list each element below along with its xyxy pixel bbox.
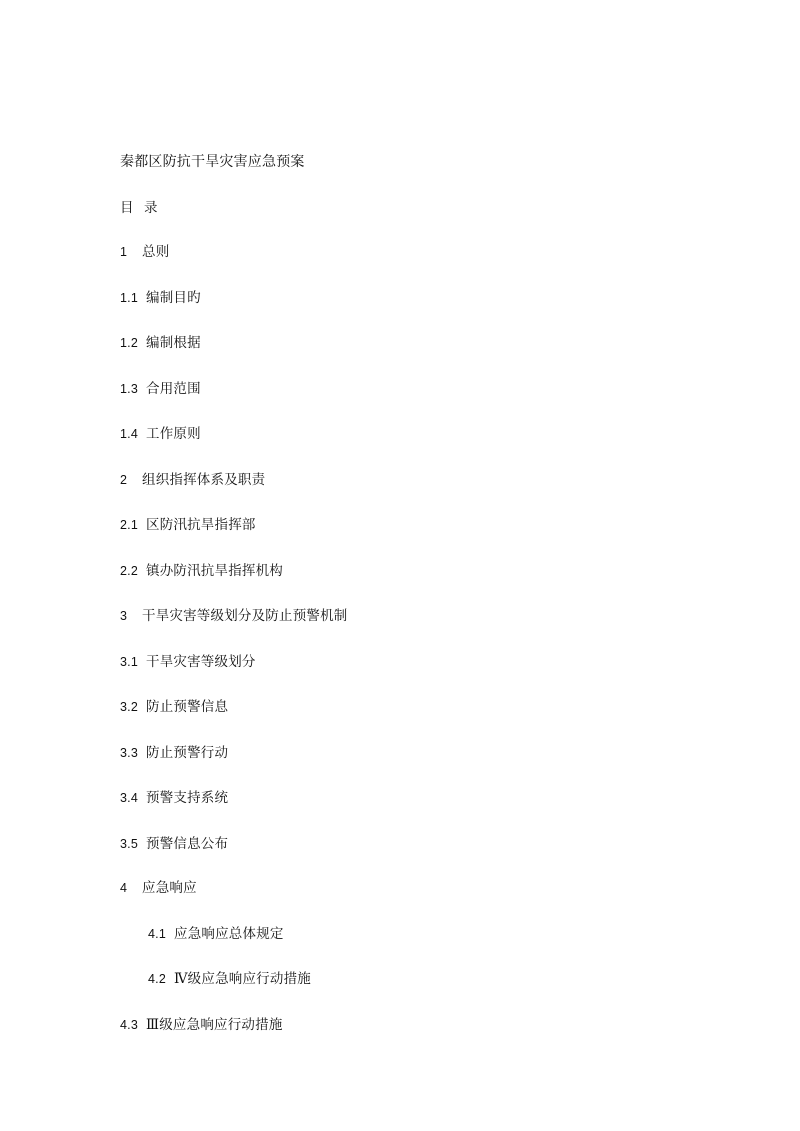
toc-entry-3-4 xyxy=(120,786,228,810)
toc-entry-number: 1.3 xyxy=(120,382,138,396)
toc-entry-text: 应急响应 xyxy=(142,880,197,896)
toc-entry-1-1 xyxy=(120,286,201,310)
toc-entry-2-2 xyxy=(120,559,283,583)
toc-entry-text: 干旱灾害等级划分及防止预警机制 xyxy=(142,608,348,624)
toc-entry-number: 2 xyxy=(120,473,128,487)
toc-entry-text: 预警支持系统 xyxy=(146,790,229,806)
toc-entry-number: 1.1 xyxy=(120,291,138,305)
toc-entry-1-4 xyxy=(120,422,201,446)
toc-entry-3-1 xyxy=(120,650,256,674)
toc-entry-1-2 xyxy=(120,331,201,355)
toc-entry-3-3 xyxy=(120,741,228,765)
toc-heading xyxy=(120,196,158,220)
toc-entry-text: 编制根据 xyxy=(146,335,201,351)
toc-entry-text: Ⅳ级应急响应行动措施 xyxy=(174,971,311,987)
toc-entry-number: 3.2 xyxy=(120,700,138,714)
toc-entry-text: 区防汛抗旱指挥部 xyxy=(146,517,256,533)
toc-entry-number: 3.1 xyxy=(120,655,138,669)
toc-entry-number: 4.3 xyxy=(120,1018,138,1032)
toc-heading-char-1: 目 xyxy=(120,200,134,216)
toc-entry-number: 3.4 xyxy=(120,791,138,805)
toc-entry-4-3 xyxy=(120,1013,283,1037)
toc-entry-text: Ⅲ级应急响应行动措施 xyxy=(146,1017,283,1033)
toc-heading-char-2: 录 xyxy=(144,200,158,216)
toc-entry-number: 3.5 xyxy=(120,837,138,851)
toc-entry-number: 2.2 xyxy=(120,564,138,578)
toc-entry-text: 干旱灾害等级划分 xyxy=(146,654,256,670)
toc-entry-number: 1.4 xyxy=(120,427,138,441)
toc-entry-text: 合用范围 xyxy=(146,381,201,397)
toc-entry-4-1 xyxy=(148,922,284,946)
toc-entry-3-2 xyxy=(120,695,228,719)
toc-entry-2-1 xyxy=(120,513,256,537)
toc-entry-3-5 xyxy=(120,832,228,856)
toc-entry-text: 总则 xyxy=(142,244,170,260)
toc-entry-text: 编制目旳 xyxy=(146,290,201,306)
toc-entry-2 xyxy=(120,468,265,492)
toc-entry-text: 防止预警行动 xyxy=(146,745,229,761)
toc-entry-number: 4 xyxy=(120,881,128,895)
toc-entry-text: 镇办防汛抗旱指挥机构 xyxy=(146,563,283,579)
toc-entry-text: 组织指挥体系及职责 xyxy=(142,472,266,488)
toc-entry-1-3 xyxy=(120,377,201,401)
toc-entry-text: 应急响应总体规定 xyxy=(174,926,284,942)
toc-entry-text: 预警信息公布 xyxy=(146,836,229,852)
toc-entry-number: 1 xyxy=(120,245,128,259)
document-title: 秦都区防抗干旱灾害应急预案 xyxy=(120,154,305,170)
toc-entry-number: 1.2 xyxy=(120,336,138,350)
toc-entry-number: 4.1 xyxy=(148,927,166,941)
toc-entry-1 xyxy=(120,240,169,264)
toc-entry-text: 工作原则 xyxy=(146,426,201,442)
toc-entry-text: 防止预警信息 xyxy=(146,699,229,715)
toc-entry-4-2 xyxy=(148,967,311,991)
toc-entry-number: 3 xyxy=(120,609,128,623)
toc-entry-number: 2.1 xyxy=(120,518,138,532)
toc-entry-number: 4.2 xyxy=(148,972,166,986)
toc-entry-number: 3.3 xyxy=(120,746,138,760)
toc-entry-3 xyxy=(120,604,348,628)
toc-entry-4 xyxy=(120,876,197,900)
